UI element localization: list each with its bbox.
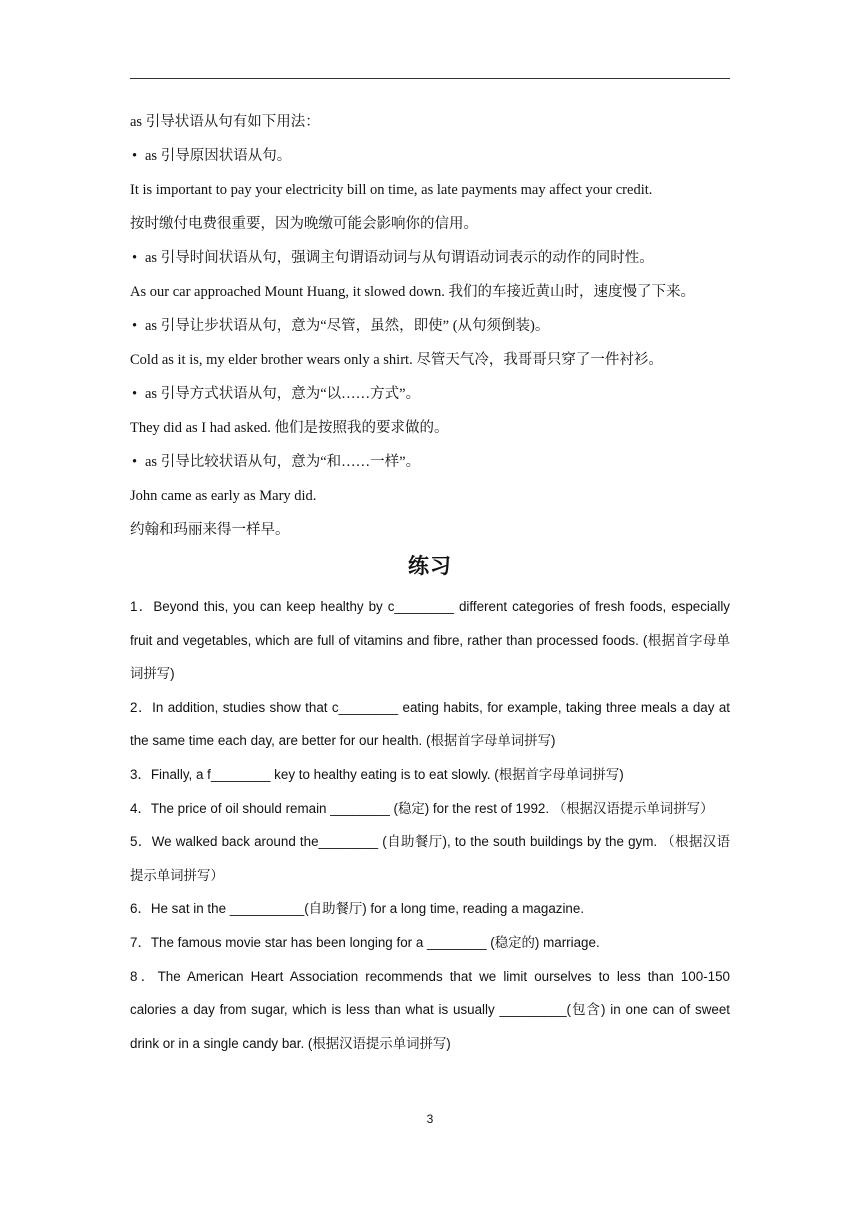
bullet-icon: • [132, 250, 138, 266]
comparison-heading [130, 448, 730, 482]
manner-heading-text: as 引导方式状语从句，意为“以……方式”。 [145, 386, 421, 402]
reason-heading [130, 142, 730, 176]
comparison-example-zh: 约翰和玛丽来得一样早。 [130, 522, 290, 538]
exercise-text: The famous movie star has been longing for a ________ (稳定的) marriage. [150, 934, 600, 950]
comparison-heading-text: as 引导比较状语从句，意为“和……一样”。 [145, 454, 421, 470]
exercise-number: 8． [130, 968, 158, 984]
exercise-text: Beyond this, you can keep healthy by c________ different categories of fresh foods, especially fruit and vegetables, which are full of vitamins and fibre, rather than processed foods. (根据首字母单词拼写) [130, 599, 730, 682]
exercise-item [130, 758, 730, 792]
time-heading-text: as 引导时间状语从句，强调主句谓语动词与从句谓语动词表示的动作的同时性。 [145, 250, 654, 266]
reason-heading-text: as 引导原因状语从句。 [145, 148, 292, 164]
exercise-text: He sat in the __________(自助餐厅) for a long time, reading a magazine. [150, 901, 585, 917]
concession-heading-text: as 引导让步状语从句，意为“尽管，虽然，即使” (从句须倒装)。 [145, 318, 550, 334]
concession-example: Cold as it is, my elder brother wears only a shirt. 尽管天气冷，我哥哥只穿了一件衬衫。 [130, 352, 663, 368]
reason-example-zh: 按时缴付电费很重要，因为晚缴可能会影响你的信用。 [130, 216, 478, 232]
exercise-title: 练习 [408, 554, 452, 578]
exercise-number: 5． [130, 834, 152, 850]
comparison-example-en: John came as early as Mary did. [130, 488, 317, 504]
manner-example: They did as I had asked. 他们是按照我的要求做的。 [130, 420, 449, 436]
exercise-item [130, 892, 730, 926]
exercise-text: Finally, a f________ key to healthy eating is to eat slowly. (根据首字母单词拼写) [150, 766, 624, 782]
exercise-item [130, 926, 730, 960]
exercise-number: 2． [130, 699, 153, 715]
exercise-item [130, 792, 730, 826]
exercise-item [130, 590, 730, 691]
reason-example-en: It is important to pay your electricity bill on time, as late payments may affect your credit. [130, 182, 653, 198]
exercise-number: 7． [130, 934, 151, 950]
exercise-list [130, 590, 730, 1060]
page-number: 3 [426, 1112, 434, 1126]
exercise-item [130, 960, 730, 1061]
bullet-icon: • [132, 148, 138, 164]
exercise-number: 6． [130, 901, 151, 917]
grammar-notes [130, 108, 730, 550]
exercise-text: We walked back around the________ (自助餐厅), to the south buildings by the gym. （根据汉语提示单词拼写） [130, 834, 731, 883]
time-example: As our car approached Mount Huang, it slowed down. 我们的车接近黄山时，速度慢了下来。 [130, 284, 696, 300]
exercise-text: The American Heart Association recommends that we limit ourselves to less than 100-150 calories a day from sugar, which is less than what is usually _________(包含) in one can of sweet drink or in a single candy bar. (根据汉语提示单词拼写) [130, 968, 730, 1051]
concession-heading [130, 312, 730, 346]
exercise-number: 4． [130, 800, 151, 816]
exercise-number: 1． [130, 599, 154, 614]
time-heading [130, 244, 730, 278]
grammar-intro: as 引导状语从句有如下用法： [130, 114, 320, 130]
bullet-icon: • [132, 386, 138, 402]
exercise-text: The price of oil should remain ________ (稳定) for the rest of 1992. （根据汉语提示单词拼写） [150, 800, 714, 816]
header-rule [130, 78, 730, 79]
bullet-icon: • [132, 318, 138, 334]
exercise-text: In addition, studies show that c________ eating habits, for example, taking three meals a day at the same time each day, are better for our health. (根据首字母单词拼写) [130, 699, 730, 749]
manner-heading [130, 380, 730, 414]
exercise-item [130, 691, 730, 758]
exercise-number: 3． [130, 766, 151, 782]
bullet-icon: • [132, 454, 138, 470]
exercise-item [130, 825, 730, 892]
